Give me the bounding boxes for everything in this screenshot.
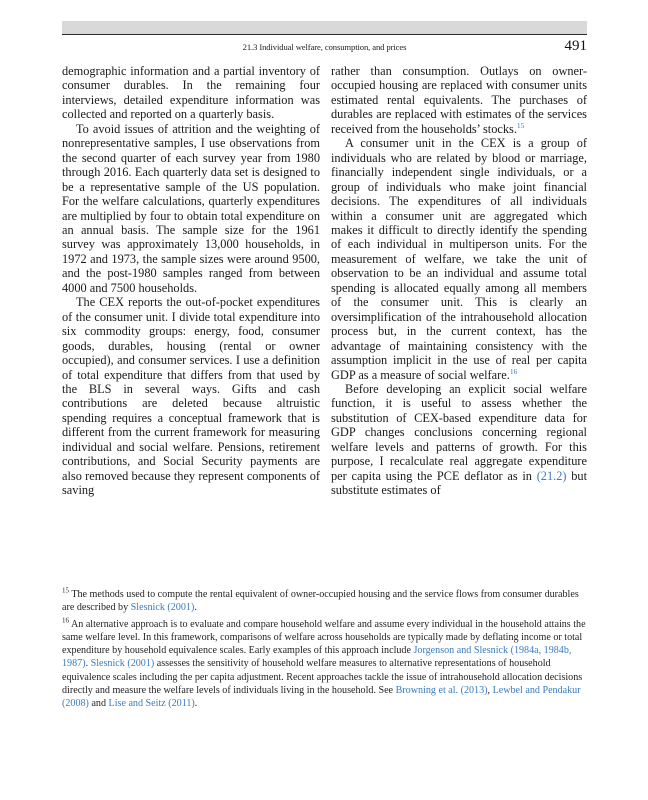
footnote-number: 15 (62, 586, 69, 595)
footnote-text: . (85, 658, 91, 670)
paragraph: To avoid issues of attrition and the weighting of nonrepresentative samples, I use observations from the second quarter of each survey year from 1980 through 2016. Each quarterly data set is designed to be a representative sample of the US population. For the welfare calculations, quarterly expenditures are multiplied by four to obtain total expenditure on an annual basis. The sample size for the 1961 survey was approximately 13,000 households, in 1972 and 1973, the sample sizes were around 9500, and the post-1980 samples ranged from between 4000 and 7500 households. (62, 121, 320, 295)
paragraph (331, 382, 587, 498)
footnote-15 (62, 588, 587, 615)
footnote-text: and (88, 698, 109, 710)
right-column (331, 64, 587, 498)
citation-link[interactable]: Browning et al. (2013) (395, 685, 488, 697)
paragraph (331, 64, 587, 136)
citation-link[interactable]: Slesnick (2001) (130, 602, 195, 614)
citation-link[interactable]: Lise and Seitz (2011) (108, 698, 195, 710)
footnote-ref-16[interactable]: 16 (509, 366, 518, 376)
citation-link[interactable]: Lewbel and Pendakur (2008) (62, 685, 581, 710)
footnote-text: The methods used to compute the rental equivalent of owner-occupied housing and the service flows from consumer durables are described by (62, 589, 579, 614)
left-column (62, 64, 320, 498)
paragraph-text: but substitute estimates of (331, 468, 588, 498)
footnote-16 (62, 618, 587, 711)
footnote-text: assesses the sensitivity of household welfare measures to alternative representations of household equivalence scales including the per capita adjustment. Recent approaches tackle the issue of intrahousehold allocation decisions directly and measure the welfare levels of individuals living in the household. See (62, 658, 583, 697)
footnote-text: An alternative approach is to evaluate and compare household welfare and assume every individual in the household attains the same welfare level. In this framework, comparisons of welfare across households are typically made by deflating income or total expenditure by household equivalence scales. Early examples of this approach include (62, 618, 586, 657)
footnote-text: , (487, 685, 493, 697)
citation-link[interactable]: Slesnick (2001) (90, 658, 155, 670)
paragraph: demographic information and a partial inventory of consumer durables. In the remaining four interviews, detailed expenditure information was collected and reported on a quarterly basis. (62, 64, 320, 122)
running-head (62, 40, 587, 56)
page-number: 491 (564, 38, 587, 54)
header-bar (62, 21, 587, 35)
footnote-number: 16 (62, 616, 69, 625)
footnote-text: . (194, 602, 197, 614)
footnote-text: . (194, 698, 198, 710)
footnotes (62, 588, 587, 714)
paragraph-text: rather than consumption. Outlays on owner-occupied housing are replaced with consumer units estimated rental equivalents. The purchases of durables are replaced with estimates of the services received from the households’ stocks. (331, 64, 587, 136)
paragraph-text: Before developing an explicit social welfare function, it is useful to assess whether the substitution of CEX-based expenditure data for GDP changes conclusions concerning regional welfare levels and patterns of growth. For this purpose, I recalculate real aggregate expenditure per capita using the PCE deflator as in (331, 381, 587, 483)
paragraph-text: A consumer unit in the CEX is a group of individuals who are related by blood or marriage, financially independent single individuals, or a group of individuals who make joint financial decisions. The expenditures of all individuals within a consumer unit are aggregated which makes it difficult to directly identify the spending of each individual in multiperson units. For the measurement of welfare, we take the unit of observation to be an individual and assume total spending is allocated equally among all members of the consumer unit. This is clearly an oversimplification of the intrahousehold allocation process but, in the current context, has the advantage of maintaining consistency with the assumption implicit in the use of real per capita GDP as a measure of social welfare. (331, 136, 587, 382)
citation-link[interactable]: Jorgenson and Slesnick (1984a, 1984b, 1987) (62, 645, 572, 670)
running-title: 21.3 Individual welfare, consumption, and prices (242, 42, 407, 52)
paragraph (331, 136, 587, 382)
footnote-ref-15[interactable]: 15 (516, 120, 525, 130)
equation-link[interactable]: (21.2) (536, 468, 567, 483)
paragraph: The CEX reports the out-of-pocket expenditures of the consumer unit. I divide total expenditure into six commodity groups: energy, food, consumer goods, durables, housing (rental or owner occupied), and consumer services. I use a definition of total expenditure that differs from that used by the BLS in several ways. Gifts and cash contributions are deleted because altruistic spending requires a conceptual framework that is different from the current framework for measuring individual and social welfare. Pensions, retirement contributions, and Social Security payments are also removed because they represent components of saving (62, 295, 320, 498)
